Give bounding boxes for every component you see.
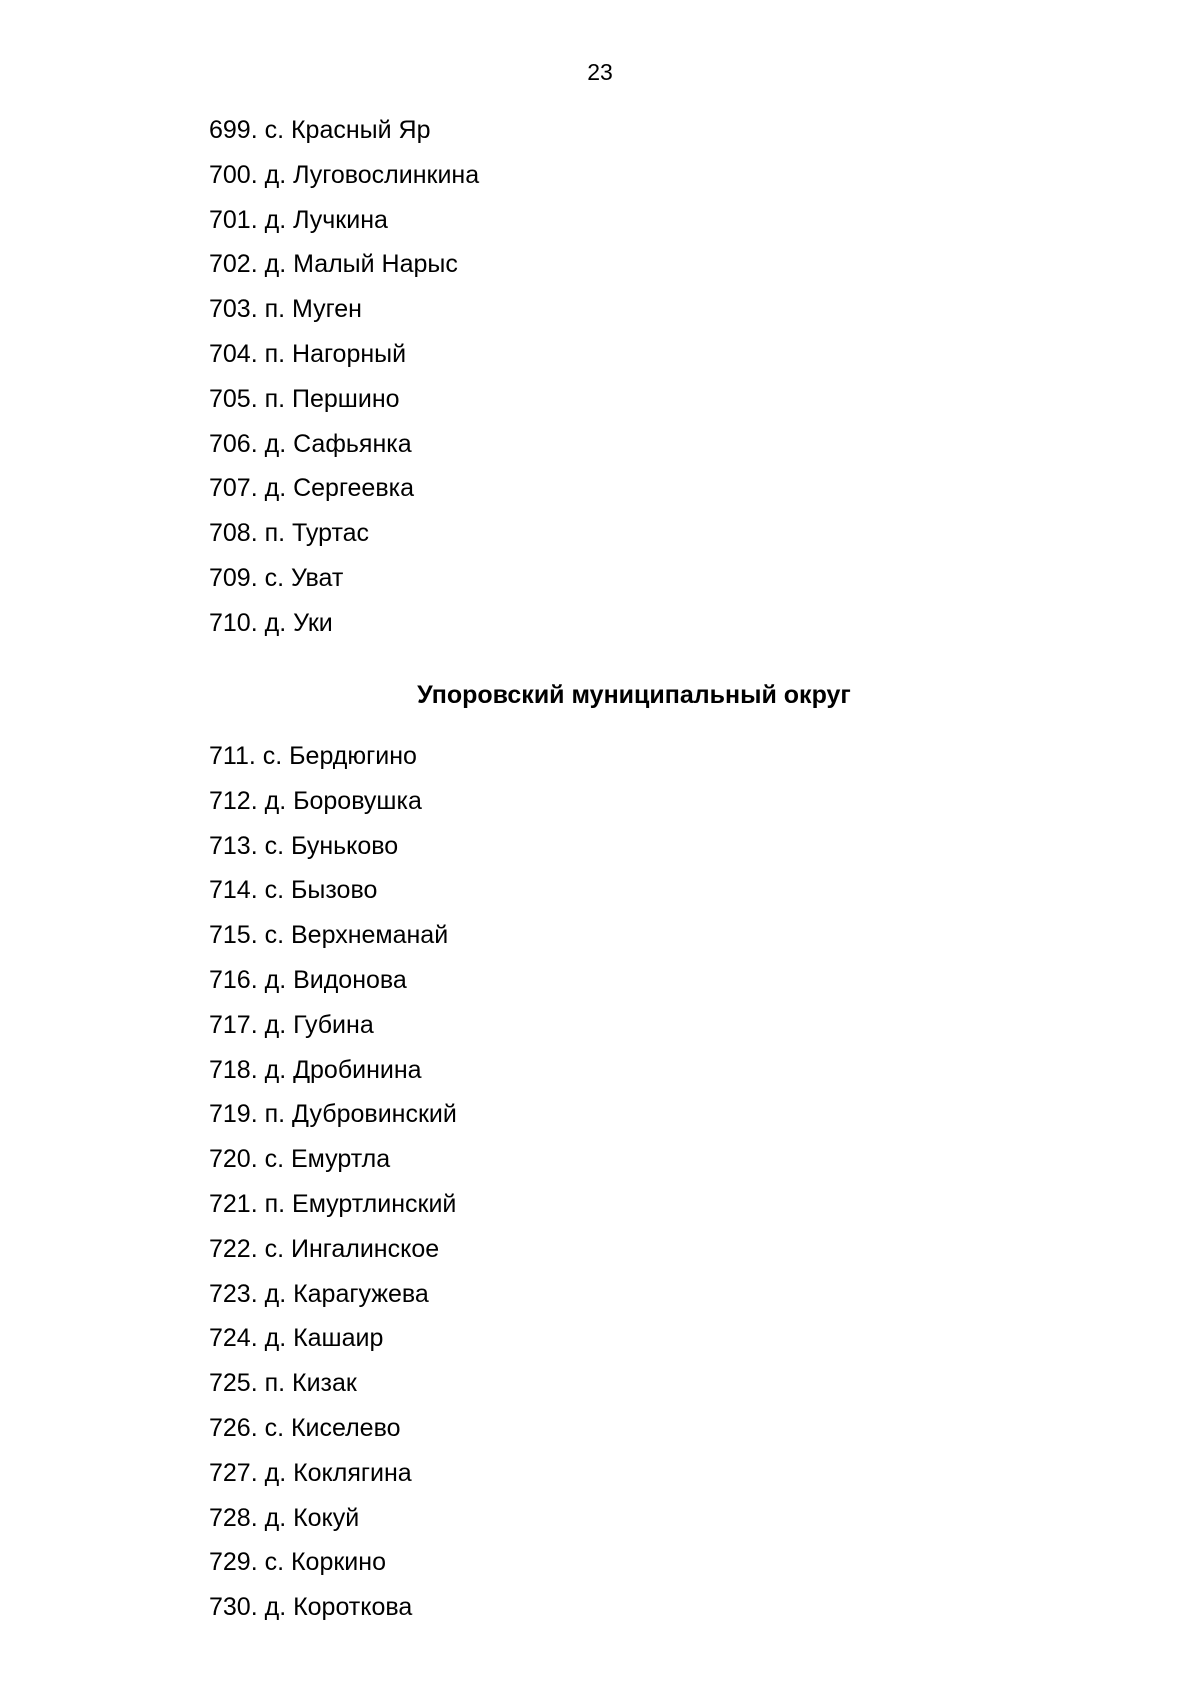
list-item: 719. п. Дубровинский	[209, 1100, 457, 1129]
list-item: 711. с. Бердюгино	[209, 742, 417, 770]
list-item: 699. с. Красный Яр	[209, 116, 431, 144]
list-item: 730. д. Короткова	[209, 1593, 413, 1622]
section-heading: Упоровский муниципальный округ	[417, 681, 851, 709]
list-item: 709. с. Уват	[209, 563, 344, 592]
list-item: 725. п. Кизак	[209, 1369, 357, 1398]
list-item: 715. с. Верхнеманай	[209, 921, 449, 950]
list-item: 727. д. Коклягина	[209, 1458, 412, 1487]
list-item: 705. п. Першино	[209, 384, 400, 413]
list-item: 702. д. Малый Нарыс	[209, 250, 458, 279]
list-item: 713. с. Буньково	[209, 831, 399, 860]
list-item: 718. д. Дробинина	[209, 1055, 422, 1084]
list-item: 721. п. Емуртлинский	[209, 1189, 457, 1218]
list-item: 720. с. Емуртла	[209, 1145, 391, 1174]
list-item: 708. п. Туртас	[209, 519, 370, 548]
list-item: 701. д. Лучкина	[209, 205, 388, 234]
list-item: 704. п. Нагорный	[209, 339, 407, 368]
page-number: 23	[587, 59, 613, 85]
list-item: 723. д. Карагужева	[209, 1279, 429, 1308]
list-item: 716. д. Видонова	[209, 965, 407, 994]
list-item: 700. д. Луговослинкина	[209, 160, 480, 189]
list-item: 707. д. Сергеевка	[209, 474, 414, 503]
list-item: 714. с. Бызово	[209, 876, 378, 905]
list-item: 729. с. Коркино	[209, 1548, 386, 1577]
list-item: 717. д. Губина	[209, 1010, 374, 1039]
list-item: 706. д. Сафьянка	[209, 429, 412, 458]
settlement-list-uvat	[209, 115, 479, 653]
list-item: 710. д. Уки	[209, 608, 333, 637]
list-item: 712. д. Боровушка	[209, 786, 422, 815]
settlement-list-uporovo	[209, 741, 457, 1637]
list-item: 726. с. Киселево	[209, 1413, 401, 1442]
list-item: 703. п. Муген	[209, 295, 362, 324]
list-item: 724. д. Кашаир	[209, 1324, 384, 1353]
list-item: 728. д. Кокуй	[209, 1503, 360, 1532]
list-item: 722. с. Ингалинское	[209, 1234, 440, 1263]
